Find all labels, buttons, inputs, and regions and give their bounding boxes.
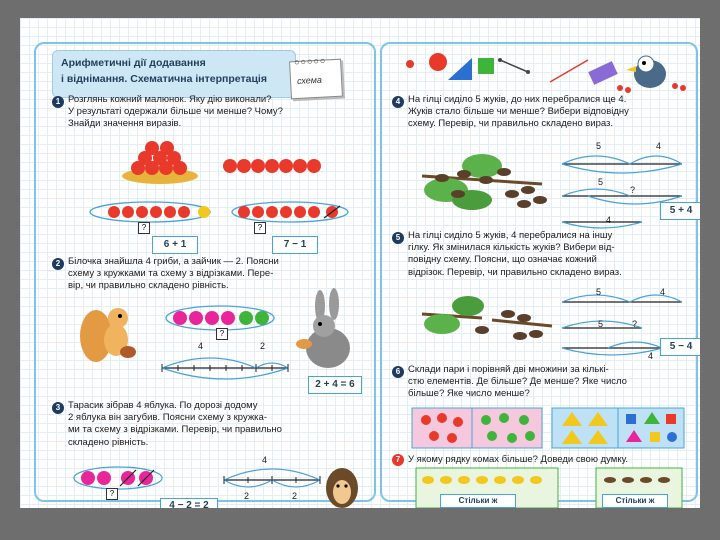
task-1-number: 1 [52, 96, 64, 108]
task-7-number: 7 [392, 454, 404, 466]
segment-label-b: 2 [292, 491, 298, 501]
green-square-icon [478, 58, 494, 74]
scheme-question: ? [630, 185, 636, 195]
task-2-number: 2 [52, 258, 64, 270]
task-3-equation: 4 − 2 = 2 [160, 498, 218, 508]
apple-row-icon [223, 159, 321, 173]
lesson-title-box [52, 50, 296, 98]
task-1-expression-1: 6 + 1 [152, 236, 198, 254]
task-6-number: 6 [392, 366, 404, 378]
blue-triangle-icon [448, 58, 472, 80]
task-6-text [408, 364, 627, 401]
scheme-label-mid-a: 5 [598, 177, 604, 187]
task-3-line: 2 яблука він загубив. Поясни схему з кружка- [68, 412, 267, 424]
circle-scheme [173, 311, 269, 325]
squirrel-icon [80, 308, 136, 362]
scheme-label-mid-a: 5 [598, 319, 604, 329]
task-2-text [68, 256, 279, 293]
two-branches-with-beetles-icon [422, 296, 552, 340]
task-3-line: складено рівність. [68, 436, 149, 448]
task-5-line: відрізок. Перевір, чи правильно складено вираз. [408, 266, 622, 278]
task-3-line: Тарасик зібрав 4 яблука. По дорозі додому [68, 400, 258, 411]
task-3-illustration [70, 458, 370, 508]
red-line-icon [550, 60, 588, 82]
task-6-line: Склади пари і порівняй дві множини за кількі- [408, 364, 609, 375]
scheme-label-top-b: 4 [656, 141, 662, 151]
segment-label-total: 4 [262, 455, 268, 465]
red-dot-icon [406, 60, 414, 68]
question-box: ? [254, 222, 266, 234]
circle-scheme-2 [238, 206, 340, 218]
task-1-line: Розглянь кожний малюнок. Яку дію виконали? [68, 94, 272, 105]
segment-label-2: 2 [260, 341, 266, 351]
branch-with-beetles-icon [422, 154, 547, 210]
task-1-line: Знайди значення виразів. [68, 118, 182, 130]
task-2-equation: 2 + 4 = 6 [308, 376, 362, 394]
task-5-text [408, 230, 622, 279]
task-1-text [68, 94, 283, 131]
notepad-label: схема [296, 74, 323, 86]
segment-icon [500, 60, 528, 72]
segment-scheme-bottom [562, 222, 642, 228]
task-4-line: схему. Перевір, чи правильно складено вираз. [408, 118, 614, 130]
segment-label-4: 4 [198, 341, 204, 351]
task-1-expression-2: 7 − 1 [272, 236, 318, 254]
same-count-box-1: Стільки ж [440, 494, 516, 508]
question-box: ? [138, 222, 150, 234]
circle-scheme-1 [108, 206, 210, 218]
task-5-number: 5 [392, 232, 404, 244]
task-7-text: У якому рядку комах більше? Доведи свою думку. [408, 454, 629, 465]
hedgehog-icon [326, 468, 358, 508]
scheme-question: ? [632, 319, 638, 329]
task-6-sets [412, 406, 700, 452]
lesson-title-line1: Арифметичні дії додавання [61, 57, 206, 69]
task-3-text [68, 400, 282, 449]
task-3-line: ми та схему з відрізками. Перевір, чи правильно [68, 424, 282, 436]
decorative-shapes [400, 42, 700, 98]
spiral-rings-icon: ○○○○○ [293, 55, 327, 68]
task-4-text [408, 94, 629, 131]
task-2-line: вір, чи правильно складено рівність. [68, 280, 229, 292]
task-5-line: повідну схему. Поясни, що означає кожний [408, 254, 597, 266]
scheme-label-bottom-b: 4 [648, 351, 654, 361]
segment-label-a: 2 [244, 491, 250, 501]
task-3-number: 3 [52, 402, 64, 414]
task-2-line: Білочка знайшла 4 гриби, а зайчик — 2. Поясни [68, 256, 279, 267]
task-4-number: 4 [392, 96, 404, 108]
task-5-line: гілку. Як змінилася кількість жуків? Вибери від- [408, 242, 615, 254]
textbook-spread [20, 18, 700, 508]
scheme-label-top-a: 5 [596, 287, 602, 297]
task-1-illustration [80, 136, 370, 236]
notepad-icon [289, 55, 343, 100]
task-6-line: стю елементів. Де більше? Де менше? Яке число [408, 376, 627, 388]
purple-rectangle-icon [588, 61, 617, 85]
scheme-label-top-a: 5 [596, 141, 602, 151]
task-4-line: Жуків стало більше чи менше? Вибери відповідну [408, 106, 629, 118]
task-5-illustration [412, 284, 700, 364]
circle-scheme [81, 470, 154, 486]
task-2-line: схему з кружками та схему з відрізками. Пере- [68, 268, 274, 280]
scheme-label-bottom-b: 4 [606, 215, 612, 225]
task-6-line: більше? Яке число менше? [408, 388, 530, 400]
lesson-title-line2: і віднімання. Схематична інтерпретація [61, 73, 267, 85]
scheme-label-top-b: 4 [660, 287, 666, 297]
set-panel-1 [412, 408, 542, 448]
task-4-expression: 5 + 4 [660, 202, 700, 220]
same-count-box-2: Стільки ж [602, 494, 668, 508]
task-4-line: На гілці сиділо 5 жуків, до них перебралися ще 4. [408, 94, 627, 105]
task-5-line: На гілці сиділо 5 жуків, 4 перебралися на іншу [408, 230, 613, 241]
segment-scheme-top [562, 156, 682, 173]
task-5-expression: 5 − 4 [660, 338, 700, 356]
question-box: ? [106, 488, 118, 500]
red-circle-icon [429, 53, 447, 71]
rabbit-icon [296, 288, 350, 368]
question-box: ? [216, 328, 228, 340]
segment-scheme-bottom [562, 342, 662, 355]
task-1-line: У результаті одержали більше чи менше? Чому? [68, 106, 283, 118]
